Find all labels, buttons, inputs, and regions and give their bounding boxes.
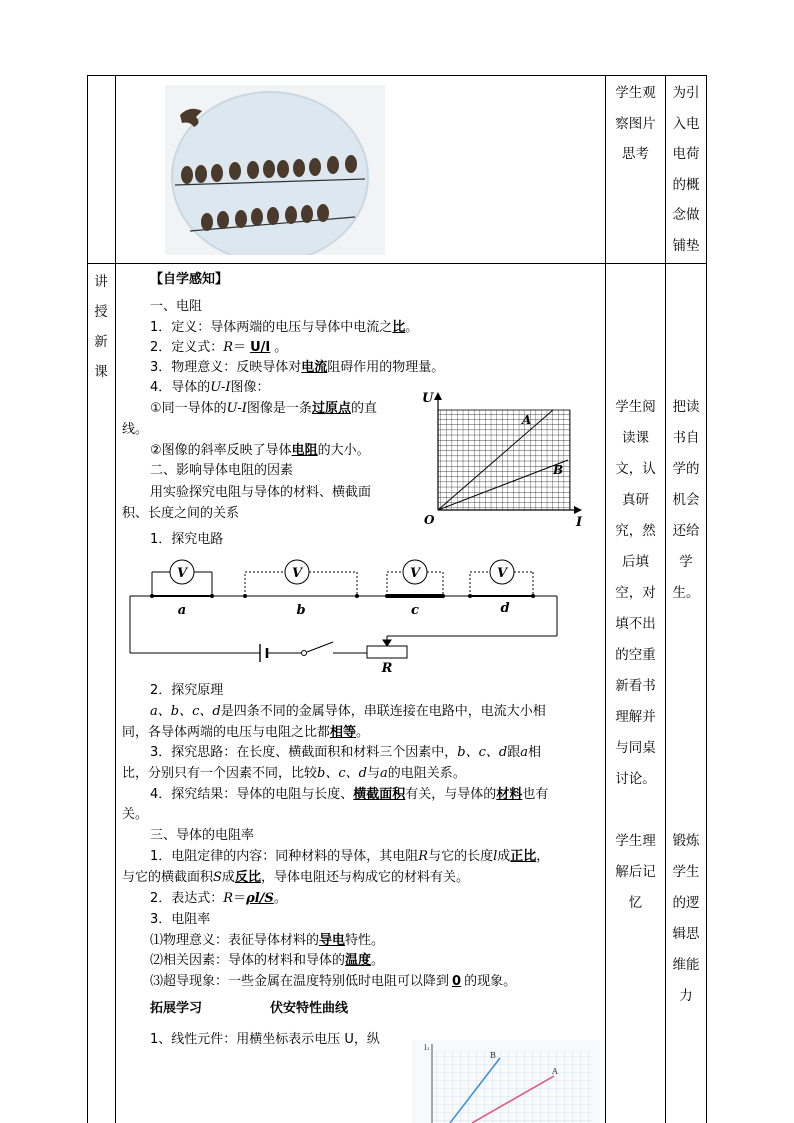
symbol: U-I xyxy=(226,401,247,416)
row1-design-intent xyxy=(666,78,706,261)
text-line: 文，认 xyxy=(615,461,656,477)
section-1-title: 一、电阻 xyxy=(150,299,203,314)
text-line: 辑思 xyxy=(672,926,700,942)
text: ＝ xyxy=(233,891,247,906)
resistance-law-line-1 xyxy=(150,847,549,867)
resistance-law-line-2 xyxy=(122,868,469,888)
text-line: 忆 xyxy=(628,895,643,911)
text-line: 新看书 xyxy=(615,678,656,694)
text-line: 为引 xyxy=(672,85,700,101)
section-2-title: 二、影响导体电阻的因素 xyxy=(150,463,294,478)
text: 。 xyxy=(273,891,287,906)
row2-design-intent-a xyxy=(666,392,706,609)
text: ⑵相关因素：导体的材料和导体的 xyxy=(150,953,346,968)
table-col-line-2 xyxy=(115,75,116,1123)
segment-d-label: d xyxy=(500,601,510,616)
text: 图像： xyxy=(230,380,270,395)
text-line: 的空重 xyxy=(615,647,656,663)
text-line: 电荷 xyxy=(672,146,700,162)
text-line: 的逻 xyxy=(672,895,700,911)
text: 与 xyxy=(366,766,380,781)
text-line: 力 xyxy=(679,988,693,1004)
text: ②图像的斜率反映了导体 xyxy=(150,443,292,458)
text: 3．探究思路：在长度、横截面积和材料三个因素中， xyxy=(150,745,458,760)
text: 的大小。 xyxy=(317,443,370,458)
ui-point-1 xyxy=(150,399,377,419)
table-border-top xyxy=(87,75,707,76)
text-line: 学的 xyxy=(672,461,700,477)
text-line: 学 xyxy=(679,554,693,570)
graph2-line-b-label: B xyxy=(490,1051,496,1060)
origin-label: O xyxy=(424,513,435,527)
extension-title: 伏安特性曲线 xyxy=(270,1001,349,1016)
text: 也有 xyxy=(522,787,549,802)
experiment-circuit-title: 1．探究电路 xyxy=(150,532,224,547)
text-line: 把读 xyxy=(672,399,700,415)
self-study-heading: 【自学感知】 xyxy=(150,272,229,287)
text: 。 xyxy=(356,725,370,740)
text: 有关，与导体的 xyxy=(405,787,497,802)
text: 4．探究结果：导体的电阻与长度、 xyxy=(150,787,354,802)
symbol: S xyxy=(213,870,222,885)
birds-image xyxy=(165,85,385,255)
text: ＝ xyxy=(233,340,247,355)
text: 阻碍作用的物理量。 xyxy=(327,360,445,375)
answer: 电阻 xyxy=(291,443,318,458)
voltmeter-b-label: V xyxy=(291,566,303,581)
voltmeter-c-label: V xyxy=(409,566,421,581)
answer: 相等 xyxy=(330,725,357,740)
answer: 反比 xyxy=(234,870,261,885)
symbol: R xyxy=(223,891,234,906)
text-line: 填不出 xyxy=(615,616,656,632)
resistivity-meaning xyxy=(150,931,384,951)
text-line: 新 xyxy=(94,334,108,350)
text-line: 入电 xyxy=(672,115,700,132)
text-line: 讲 xyxy=(94,274,108,290)
line-b-label: B xyxy=(553,463,564,477)
superconductivity xyxy=(150,972,516,992)
text-line: 学生理 xyxy=(615,833,656,849)
voltmeter-a-label: V xyxy=(176,566,188,581)
answer: 0 xyxy=(452,974,462,989)
symbol: R xyxy=(418,849,429,864)
table-col-line-5 xyxy=(706,75,707,1123)
text-line: 空，对 xyxy=(615,585,656,601)
voltmeter-d-label: V xyxy=(496,566,508,581)
text: ⑴物理意义：表征导体材料的 xyxy=(150,933,320,948)
text: 跟 xyxy=(507,745,521,760)
symbol: b、c、d xyxy=(457,745,508,760)
symbol: U-I xyxy=(210,380,231,395)
section-3-title: 三、导体的电阻率 xyxy=(150,828,255,843)
text: ， xyxy=(536,849,550,864)
text-line: 课 xyxy=(94,364,108,380)
text: 的现象。 xyxy=(464,974,517,989)
text-line: 解后记 xyxy=(615,864,656,880)
text: 比，分别只有一个因素不同，比较 xyxy=(122,766,318,781)
symbol: a、b、c、d xyxy=(150,704,221,719)
text: 3．物理意义：反映导体对 xyxy=(150,360,302,375)
text-line: 学生观 xyxy=(615,85,656,101)
answer: 电流 xyxy=(301,360,328,375)
text: 4．导体的 xyxy=(150,380,211,395)
text: ①同一导体的 xyxy=(150,401,227,416)
formula-line xyxy=(150,338,287,358)
text: 的直 xyxy=(350,401,377,416)
section-2-desc: 用实验探究电阻与导体的材料、横截面 xyxy=(150,485,372,500)
text: 。 xyxy=(405,320,419,335)
answer: 横截面积 xyxy=(353,787,406,802)
text-line: 生。 xyxy=(672,585,700,601)
y-axis-label: U xyxy=(422,391,434,406)
answer: 正比 xyxy=(510,849,537,864)
answer: 导电 xyxy=(319,933,346,948)
definition-line xyxy=(150,318,418,338)
experiment-principle-title: 2．探究原理 xyxy=(150,683,224,698)
text-line: 锻炼 xyxy=(672,833,700,849)
table-row-divider xyxy=(87,263,707,264)
text: ⑶超导现象：一些金属在温度特别低时电阻可以降到 xyxy=(150,974,450,989)
text-line: 的概 xyxy=(672,176,700,193)
extension-label: 拓展学习 xyxy=(150,1001,203,1016)
experiment-circuit xyxy=(125,558,565,676)
approach-line-2 xyxy=(122,764,466,784)
meaning-line xyxy=(150,358,444,378)
text: 的电阻关系。 xyxy=(387,766,466,781)
linear-element-line: 1、线性元件：用横坐标表示电压 U，纵 xyxy=(150,1032,380,1047)
text-line: 铺垫 xyxy=(672,237,700,254)
text: 是四条不同的金属导体，串联连接在电路中，电流大小相 xyxy=(220,704,546,719)
text-line: 学生阅 xyxy=(615,399,656,415)
text: 同，各导体两端的电压与电阻之比都 xyxy=(122,725,331,740)
text-line: 后填 xyxy=(622,554,649,570)
text: 相 xyxy=(528,745,542,760)
segment-a-label: a xyxy=(177,603,187,618)
row2-student-activity-b xyxy=(606,826,665,919)
symbol: a xyxy=(379,766,388,781)
ui-graph-line xyxy=(150,378,270,398)
text-line: 还给 xyxy=(672,523,700,539)
principle-line-2 xyxy=(122,723,369,743)
text: 成 xyxy=(221,870,235,885)
graph2-line-a-label: A xyxy=(552,1067,558,1076)
text-line: 机会 xyxy=(672,492,700,508)
text: 。 xyxy=(371,953,385,968)
text: 1．电阻定律的内容：同种材料的导体，其电阻 xyxy=(150,849,419,864)
row1-student-activity xyxy=(606,78,665,170)
segment-c-label: c xyxy=(411,603,419,618)
rheostat-label: R xyxy=(381,661,393,676)
text: 与它的长度 xyxy=(428,849,494,864)
text: 成 xyxy=(497,849,511,864)
text-line: 学生 xyxy=(672,864,700,880)
result-line-2: 关。 xyxy=(122,807,149,822)
resistance-formula xyxy=(150,889,287,909)
segment-b-label: b xyxy=(296,603,306,618)
symbol: a xyxy=(520,745,528,760)
text: 1．定义：导体两端的电压与导体中电流之 xyxy=(150,320,393,335)
result-line-1 xyxy=(150,785,548,805)
text-line: 念做 xyxy=(672,207,700,223)
text: 2．表达式： xyxy=(150,891,224,906)
text-line: 察图片 xyxy=(615,115,656,132)
text: 特性。 xyxy=(345,933,385,948)
row2-design-intent-b xyxy=(666,826,706,1012)
resistivity-factors xyxy=(150,951,384,971)
text-line: 维能 xyxy=(672,957,700,973)
symbol: b、c、d xyxy=(317,766,367,781)
text: 图像是一条 xyxy=(246,401,312,416)
answer: 温度 xyxy=(345,953,372,968)
table-col-line-1 xyxy=(87,75,88,1123)
iv-graph xyxy=(412,1040,600,1123)
graph2-y-label: I₁ xyxy=(424,1044,430,1052)
text: 2．定义式： xyxy=(150,340,224,355)
text-line: 究，然 xyxy=(615,523,656,539)
text-line: 读课 xyxy=(622,430,649,446)
text-line: 思考 xyxy=(622,146,649,162)
text-line: 与同桌 xyxy=(615,740,656,756)
section-2-desc-cont: 积、长度之间的关系 xyxy=(122,506,240,521)
x-axis-label: I xyxy=(576,515,583,528)
approach-line-1 xyxy=(150,743,541,763)
line-a-label: A xyxy=(522,413,532,427)
answer: 比 xyxy=(392,320,406,335)
text: 。 xyxy=(274,340,288,355)
text-line: 书自 xyxy=(672,430,700,446)
row2-student-activity-a xyxy=(606,392,665,795)
answer: 过原点 xyxy=(311,401,351,416)
section-label-lecture xyxy=(93,267,109,387)
text: 与它的横截面积 xyxy=(122,870,214,885)
answer: U/I xyxy=(250,340,271,355)
symbol: l xyxy=(493,849,498,864)
ui-point-2 xyxy=(150,441,370,461)
answer: ρl/S xyxy=(246,891,274,906)
resistivity-title: 3．电阻率 xyxy=(150,912,211,927)
text-line: 授 xyxy=(94,304,108,320)
principle-line-1 xyxy=(150,702,546,722)
text-line: 理解并 xyxy=(615,709,656,725)
text-line: 讨论。 xyxy=(615,771,656,787)
text: ，导体电阻还与构成它的材料有关。 xyxy=(260,870,469,885)
ui-graph xyxy=(418,388,596,528)
ui-point-1-cont: 线。 xyxy=(122,422,149,437)
symbol: R xyxy=(223,340,234,355)
answer: 材料 xyxy=(496,787,523,802)
text-line: 真研 xyxy=(622,492,649,508)
